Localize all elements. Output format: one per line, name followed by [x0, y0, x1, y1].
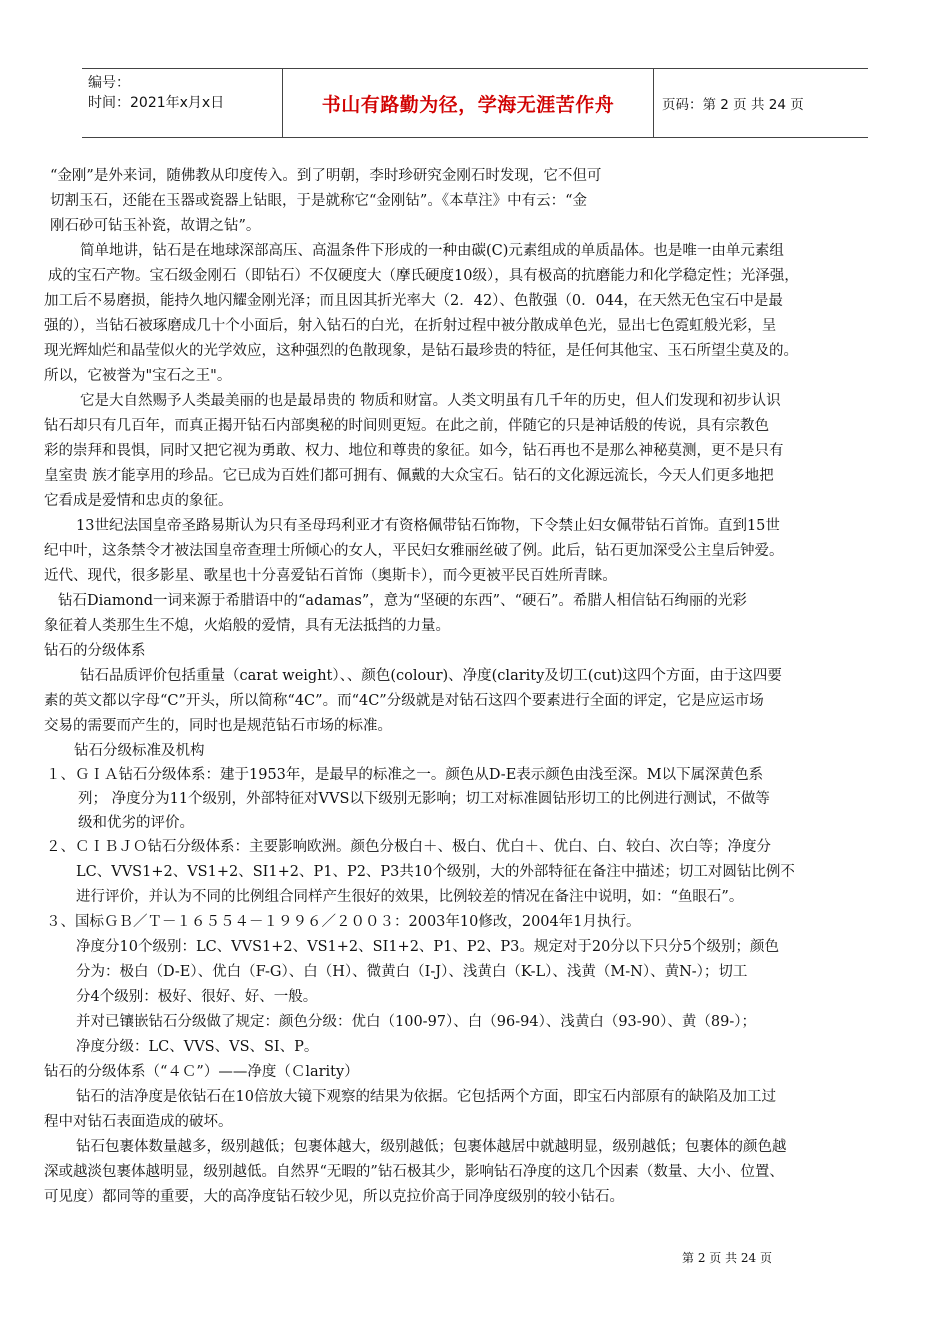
text-line: 交易的需要而产生的，同时也是规范钻石市场的标准。	[44, 718, 392, 734]
text-line: ３、国标ＧＢ／Ｔ－１６５５４－１９９６／２００３：2003年10修改，2004年1月执行。	[46, 914, 641, 930]
text-line: ２、ＣＩＢＪＯ钻石分级体系：主要影响欧洲。颜色分极白＋、极白、优白＋、优白、白、较白、次白等；净度分	[46, 839, 771, 855]
text-line: 现光辉灿烂和晶莹似火的光学效应，这种强烈的色散现象，是钻石最珍贵的特征，是任何其他宝、玉石所望尘莫及的。	[44, 343, 798, 359]
text-line: 所以，它被誉为"宝石之王"。	[44, 368, 232, 384]
number-label: 编号：	[88, 75, 130, 91]
time-label: 时间：2021年x月x日	[88, 95, 225, 111]
text-line: 钻石的洁净度是依钻石在10倍放大镜下观察的结果为依据。它包括两个方面，即宝石内部原有的缺陷及加工过	[76, 1089, 776, 1105]
text-line: 净度分10个级别：LC、VVS1+2、VS1+2、SI1+2、P1、P2、P3。规定对于20分以下只分5个级别；颜色	[76, 939, 780, 955]
text-line: 皇室贵 族才能享用的珍品。它已成为百姓们都可拥有、佩戴的大众宝石。钻石的文化源远流长，今天人们更多地把	[44, 468, 774, 484]
header-left-cell	[82, 69, 282, 137]
text-line: 钻石却只有几百年，而真正揭开钻石内部奥秘的时间则更短。在此之前，伴随它的只是神话般的传说，具有宗教色	[44, 418, 769, 434]
text-line: １、ＧＩＡ钻石分级体系：建于1953年，是最早的标准之一。颜色从D-E表示颜色由浅至深。M以下属深黄色系	[46, 767, 764, 783]
text-line: 简单地讲，钻石是在地球深部高压、高温条件下形成的一种由碳(C)元素组成的单质晶体。也是唯一由单元素组	[80, 243, 784, 259]
text-line: 程中对钻石表面造成的破坏。	[44, 1114, 233, 1130]
footer	[0, 1249, 950, 1266]
text-line: 分4个级别：极好、很好、好、一般。	[76, 989, 318, 1005]
text-line: 素的英文都以字母“C”开头，所以简称“4C”。而“4C”分级就是对钻石这四个要素进行全面的评定，它是应运市场	[44, 693, 764, 709]
text-line: 钻石的分级体系	[44, 643, 146, 659]
header-table	[82, 68, 868, 138]
text-line: 加工后不易磨损，能持久地闪耀金刚光泽；而且因其折光率大（2．42）、色散强（0．044，在天然无色宝石中是最	[44, 293, 783, 309]
text-line: 近代、现代，很多影星、歌星也十分喜爱钻石首饰（奥斯卡），而今更被平民百姓所青睐。	[44, 568, 617, 584]
text-line: 彩的崇拜和畏惧，同时又把它视为勇敢、权力、地位和尊贵的象征。如今，钻石再也不是那么神秘莫测，更不是只有	[44, 443, 784, 459]
text-line: 强的），当钻石被琢磨成几十个小面后，射入钻石的白光，在折射过程中被分散成单色光，显出七色霓虹般光彩，呈	[44, 318, 777, 334]
text-line: 它是大自然赐予人类最美丽的也是最昂贵的 物质和财富。人类文明虽有几千年的历史，但人们发现和初步认识	[80, 393, 781, 409]
body-text	[44, 164, 914, 1210]
text-line: 钻石分级标准及机构	[74, 743, 205, 759]
header-page-info: 页码：第 2 页 共 24 页	[662, 97, 804, 113]
text-line: 钻石的分级体系（“４Ｃ”）——净度（Ｃlarity）	[44, 1064, 359, 1080]
text-line: 13世纪法国皇帝圣路易斯认为只有圣母玛利亚才有资格佩带钻石饰物，下令禁止妇女佩带钻石首饰。直到15世	[76, 518, 780, 534]
text-line: 它看成是爱情和忠贞的象征。	[44, 493, 233, 509]
text-line: 钻石包裹体数量越多，级别越低；包裹体越大，级别越低；包裹体越居中就越明显，级别越低；包裹体的颜色越	[76, 1139, 787, 1155]
text-line: 成的宝石产物。宝石级金刚石（即钻石）不仅硬度大（摩氏硬度10级），具有极高的抗磨能力和化学稳定性；光泽强，	[48, 268, 799, 284]
header-motto: 书山有路勤为径，学海无涯苦作舟	[282, 69, 654, 137]
text-line: 钻石Diamond一词来源于希腊语中的“adamas”，意为“坚硬的东西”、“硬石”。希腊人相信钻石绚丽的光彩	[58, 593, 747, 609]
text-line: LC、VVS1+2、VS1+2、SI1+2、P1、P2、P3共10个级别，大的外部特征在备注中描述；切工对圆钻比例不	[76, 864, 795, 880]
text-line: 列； 净度分为11个级别，外部特征对VVS以下级别无影响；切工对标准圆钻形切工的比例进行测试，不做等	[78, 791, 770, 807]
text-line: “金刚”是外来词，随佛教从印度传入。到了明朝，李时珍研究金刚石时发现，它不但可	[50, 168, 602, 184]
text-line: 刚石砂可钻玉补瓷，故谓之钻”。	[50, 218, 261, 234]
text-line: 深或越淡包裹体越明显，级别越低。自然界“无暇的”钻石极其少，影响钻石净度的这几个因素（数量、大小、位置、	[44, 1164, 784, 1180]
text-line: 并对已镶嵌钻石分级做了规定：颜色分级：优白（100-97）、白（96-94）、浅黄白（93-90）、黄（89-）；	[76, 1014, 756, 1030]
text-line: 切割玉石，还能在玉器或瓷器上钻眼，于是就称它“金刚钻”。《本草注》中有云：“金	[50, 193, 587, 209]
text-line: 可见度）都同等的重要，大的高净度钻石较少见，所以克拉价高于同净度级别的较小钻石。	[44, 1189, 624, 1205]
text-line: 净度分级：LC、VVS、VS、SI、P。	[76, 1039, 319, 1055]
footer-page-number: 第 2 页 共 24 页	[682, 1251, 772, 1265]
text-line: 象征着人类那生生不熄，火焰般的爱情，具有无法抵挡的力量。	[44, 618, 450, 634]
text-line: 进行评价，并认为不同的比例组合同样产生很好的效果，比例较差的情况在备注中说明，如：“鱼眼石”。	[76, 889, 744, 905]
text-line: 分为：极白（D-E）、优白（F-G）、白（H）、微黄白（I-J）、浅黄白（K-L）、浅黄（M-N）、黄N-）；切工	[76, 964, 748, 980]
text-line: 纪中叶，这条禁令才被法国皇帝查理士所倾心的女人，平民妇女雅丽丝破了例。此后，钻石更加深受公主皇后钟爱。	[44, 543, 784, 559]
text-line: 级和优劣的评价。	[78, 815, 194, 831]
text-line: 钻石品质评价包括重量（carat weight）、、颜色(colour)、净度(clarity及切工(cut)这四个方面，由于这四要	[80, 668, 782, 684]
